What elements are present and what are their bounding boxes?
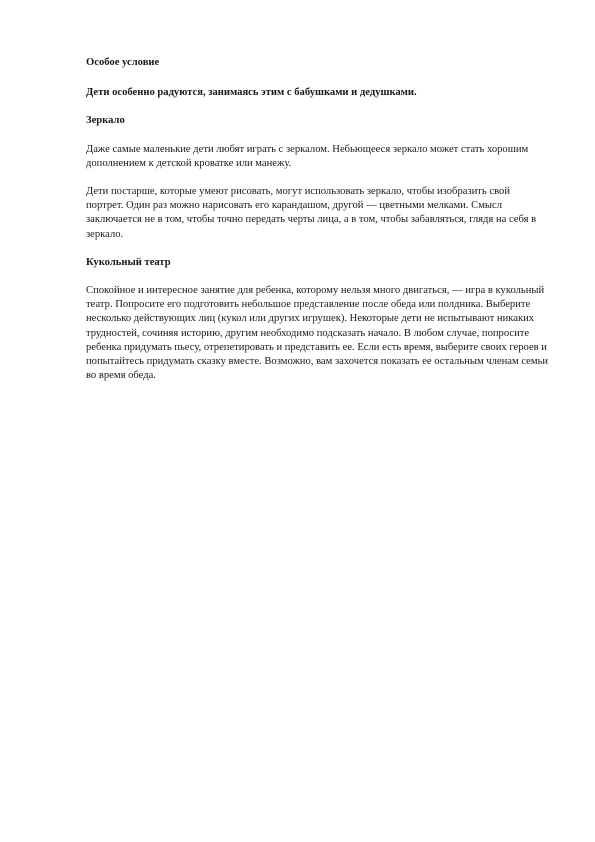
document-body <box>86 56 550 383</box>
puppet-paragraph: Спокойное и интересное занятие для ребенка, которому нельзя много двигаться, — игра в кукольный театр. Попросите его подготовить небольшое представление после обеда или полдника. Выберите несколько действующих лиц (кукол или других игрушек). Некоторые дети не испытывают никаких трудностей, сочиняя историю, другим необходимо подсказать начало. В любом случае, попросите ребенка придумать пьесу, отрепетировать и представить ее. Если есть время, выберите своих героев и попытайтесь придумать сказку вместе. Возможно, вам захочется показать ее остальным членам семьи во время обеда. <box>86 285 549 382</box>
mirror-paragraph-2: Дети постарше, которые умеют рисовать, могут использовать зеркало, чтобы изобразить свой портрет. Один раз можно нарисовать его карандашом, другой — цветными мелками. Смысл заключается не в том, чтобы точно передать черты лица, а в том, чтобы забавляться, глядя на себя в зеркало. <box>86 186 537 240</box>
mirror-paragraph-1: Даже самые маленькие дети любят играть с зеркалом. Небьющееся зеркало может стать хорошим дополнением к детской кроватке или манежу. <box>86 143 529 169</box>
heading-mirror: Зеркало <box>86 115 125 127</box>
intro-bold-paragraph: Дети особенно радуются, занимаясь этим с бабушками и дедушками. <box>86 87 417 99</box>
heading-special-condition: Особое условие <box>86 57 160 68</box>
heading-puppet-theatre: Кукольный театр <box>86 256 171 268</box>
